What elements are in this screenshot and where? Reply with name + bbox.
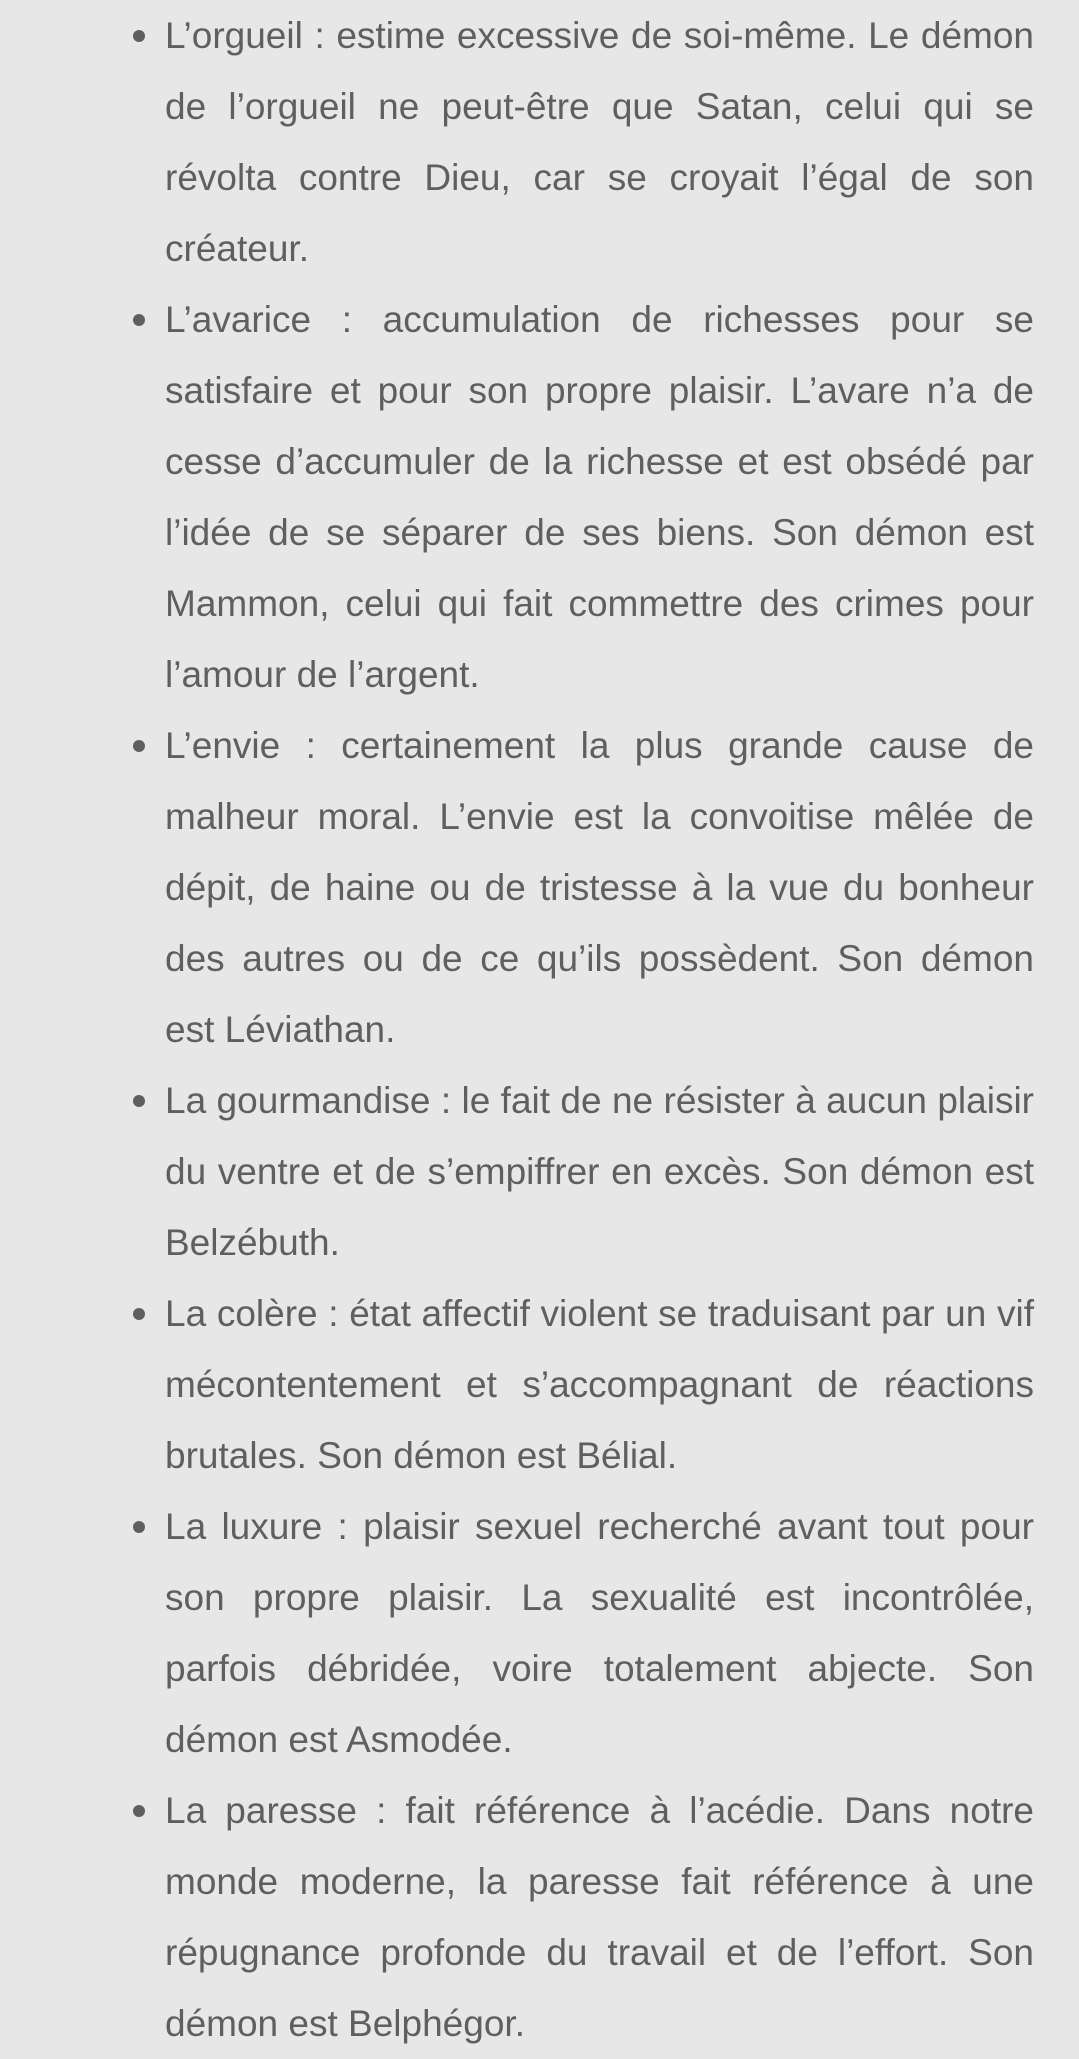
list-item — [165, 0, 1034, 284]
list-item — [165, 284, 1034, 710]
bullet-icon — [133, 1521, 145, 1533]
list-item-text: La paresse : fait référence à l’acédie. Dans notre monde moderne, la paresse fait référence à une répugnance profonde du travail et de l’effort. Son démon est Belphégor. — [165, 1790, 1034, 2044]
bullet-icon — [133, 1805, 145, 1817]
list-item — [165, 1278, 1034, 1491]
list-item — [165, 1065, 1034, 1278]
bullet-icon — [133, 30, 145, 42]
bullet-icon — [133, 1095, 145, 1107]
list-item-text: La colère : état affectif violent se traduisant par un vif mécontentement et s’accompagnant de réactions brutales. Son démon est Bélial. — [165, 1293, 1034, 1476]
list-item-text: L’avarice : accumulation de richesses pour se satisfaire et pour son propre plaisir. L’avare n’a de cesse d’accumuler de la richesse et est obsédé par l’idée de se séparer de ses biens. Son démon est Mammon, celui qui fait commettre des crimes pour l’amour de l’argent. — [165, 299, 1034, 695]
list-item-text: L’orgueil : estime excessive de soi-même. Le démon de l’orgueil ne peut-être que Satan, celui qui se révolta contre Dieu, car se croyait l’égal de son créateur. — [165, 15, 1034, 269]
bullet-icon — [133, 314, 145, 326]
bullet-icon — [133, 740, 145, 752]
list-item-text: La luxure : plaisir sexuel recherché avant tout pour son propre plaisir. La sexualité est incontrôlée, parfois débridée, voire totalement abjecte. Son démon est Asmodée. — [165, 1506, 1034, 1760]
list-item — [165, 1491, 1034, 1775]
list-item-text: La gourmandise : le fait de ne résister à aucun plaisir du ventre et de s’empiffrer en excès. Son démon est Belzébuth. — [165, 1080, 1034, 1263]
bullet-icon — [133, 1308, 145, 1320]
list-item — [165, 710, 1034, 1065]
list-item-text: L’envie : certainement la plus grande cause de malheur moral. L’envie est la convoitise mêlée de dépit, de haine ou de tristesse à la vue du bonheur des autres ou de ce qu’ils possèdent. Son démon est Léviathan. — [165, 725, 1034, 1050]
list-item — [165, 1775, 1034, 2059]
